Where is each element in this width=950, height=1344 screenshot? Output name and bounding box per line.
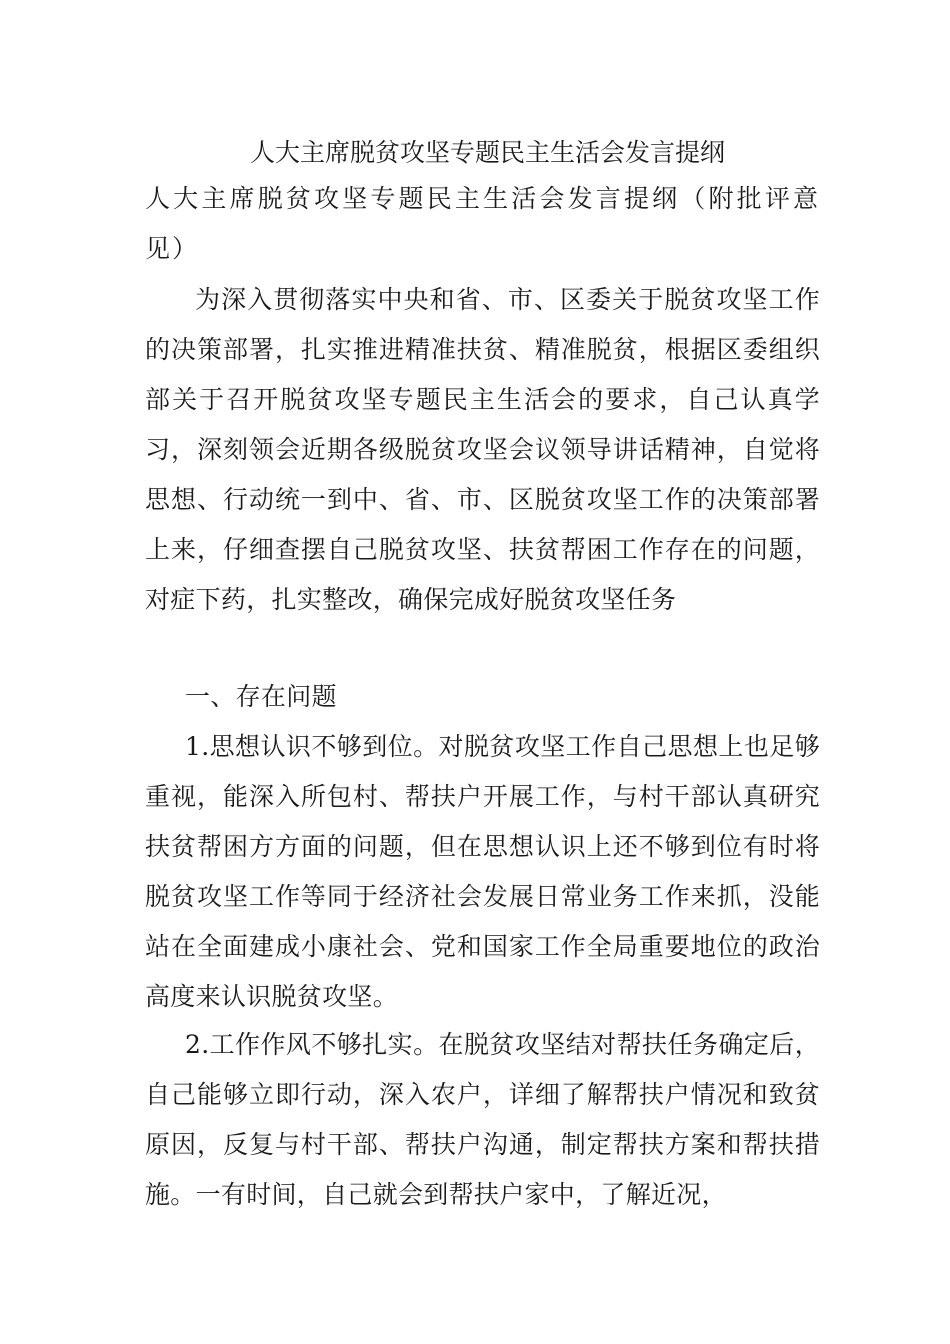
intro-paragraph: 为深入贯彻落实中央和省、市、区委关于脱贫攻坚工作的决策部署，扎实推进精准扶贫、精准脱贫，根据区委组织部关于召开脱贫攻坚专题民主生活会的要求，自己认真学习，深刻领会近期各级脱贫攻坚会议领导讲话精神，自觉将思想、行动统一到中、省、市、区脱贫攻坚工作的决策部署上来，仔细查摆自己脱贫攻坚、扶贫帮困工作存在的问题，对症下药，扎实整改，确保完成好脱贫攻坚任务: [145, 285, 820, 614]
problem-item-1: 1.思想认识不够到位。对脱贫攻坚工作自己思想上也足够重视，能深入所包村、帮扶户开展工作，与村干部认真研究扶贫帮困方方面的问题，但在思想认识上还不够到位有时将脱贫攻坚工作等同于经济社会发展日常业务工作来抓，没能站在全面建成小康社会、党和国家工作全局重要地位的政治高度来认识脱贫攻坚。: [145, 732, 820, 1011]
document-title: 人大主席脱贫攻坚专题民主生活会发言提纲: [249, 138, 725, 167]
document-subtitle: 人大主席脱贫攻坚专题民主生活会发言提纲（附批评意见）: [145, 184, 820, 263]
section-heading-problems: 一、存在问题: [185, 682, 337, 711]
problem-item-2: 2.工作作风不够扎实。在脱贫攻坚结对帮扶任务确定后，自己能够立即行动，深入农户，详细了解帮扶户情况和致贫原因，反复与村干部、帮扶户沟通，制定帮扶方案和帮扶措施。一有时间，自己就会到帮扶户家中，了解近况，: [145, 1030, 820, 1209]
